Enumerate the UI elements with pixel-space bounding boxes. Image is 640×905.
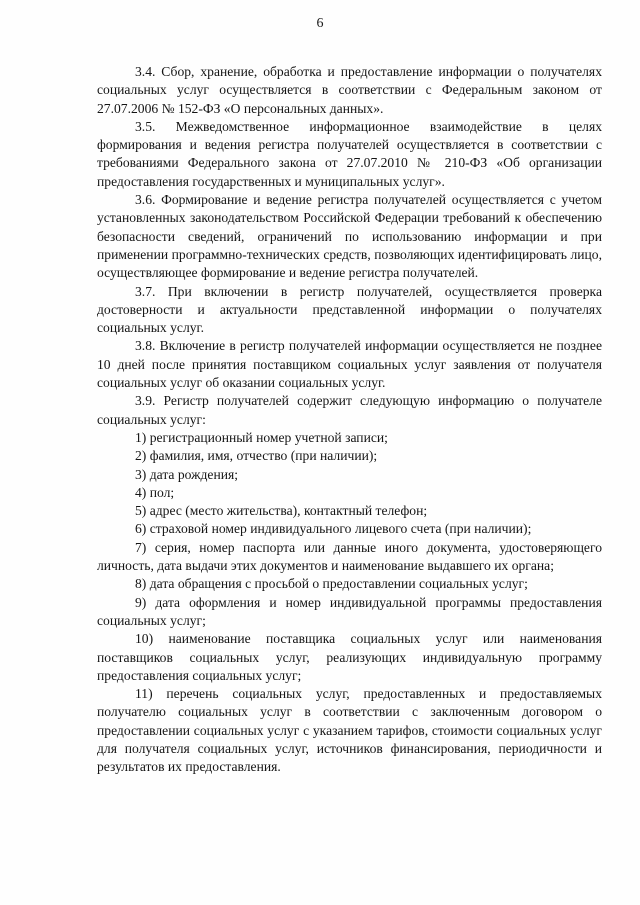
paragraph-3-5: 3.5. Межведомственное информационное взаимодействие в целях формирования и ведения регистра получателей осуществляется в соответствии с требованиями Федерального закона от 27.07.2010 № 210-ФЗ «Об организации предоставления государственных и муниципальных услуг». bbox=[97, 118, 602, 189]
paragraph-3-8: 3.8. Включение в регистр получателей информации осуществляется не позднее 10 дней после принятия поставщиком социальных услуг заявления от получателя социальных услуг об оказании социальных услуг. bbox=[97, 338, 602, 391]
list-item-2: 2) фамилия, имя, отчество (при наличии); bbox=[135, 448, 378, 464]
list-item-7: 7) серия, номер паспорта или данные иного документа, удостоверяющего личность, дата выдачи этих документов и наименование выдавшего их органа; bbox=[97, 539, 602, 574]
paragraph-3-6: 3.6. Формирование и ведение регистра получателей осуществляется с учетом установленных законодательством Российской Федерации требований к обеспечению безопасности сведений, ограничений по использованию информации и при применении программно-технических средств, позволяющих идентифицировать лицо, осуществляющее формирование и ведение регистра получателей. bbox=[97, 192, 602, 281]
page-number: 6 bbox=[316, 16, 324, 31]
list-item-4: 4) пол; bbox=[135, 484, 175, 500]
paragraph-3-9: 3.9. Регистр получателей содержит следующую информацию о получателе социальных услуг: bbox=[97, 393, 602, 427]
list-item-8: 8) дата обращения с просьбой о предоставлении социальных услуг; bbox=[135, 576, 528, 592]
list-item-5: 5) адрес (место жительства), контактный телефон; bbox=[135, 503, 428, 519]
paragraph-3-4: 3.4. Сбор, хранение, обработка и предоставление информации о получателях социальных услуг осуществляется в соответствии с Федеральным законом от 27.07.2006 № 152-ФЗ «О персональных данных». bbox=[97, 64, 602, 116]
list-item-3: 3) дата рождения; bbox=[135, 466, 239, 482]
list-item-1: 1) регистрационный номер учетной записи; bbox=[135, 429, 388, 445]
list-item-10: 10) наименование поставщика социальных услуг или наименования поставщиков социальных услуг, реализующих индивидуальную программу предоставления социальных услуг; bbox=[97, 631, 602, 683]
list-item-11: 11) перечень социальных услуг, предоставленных и предоставляемых получателю социальных услуг в соответствии с заключенным договором о предоставлении социальных услуг с указанием тарифов, стоимости социальных услуг для получателя социальных услуг, источников финансирования, периодичности и результатов их предоставления. bbox=[97, 686, 602, 775]
list-item-6: 6) страховой номер индивидуального лицевого счета (при наличии); bbox=[135, 521, 532, 537]
paragraph-3-7: 3.7. При включении в регистр получателей, осуществляется проверка достоверности и актуальности представленной информации о получателях социальных услуг. bbox=[97, 283, 602, 336]
list-item-9: 9) дата оформления и номер индивидуальной программы предоставления социальных услуг; bbox=[97, 594, 602, 628]
document-body bbox=[97, 63, 602, 777]
